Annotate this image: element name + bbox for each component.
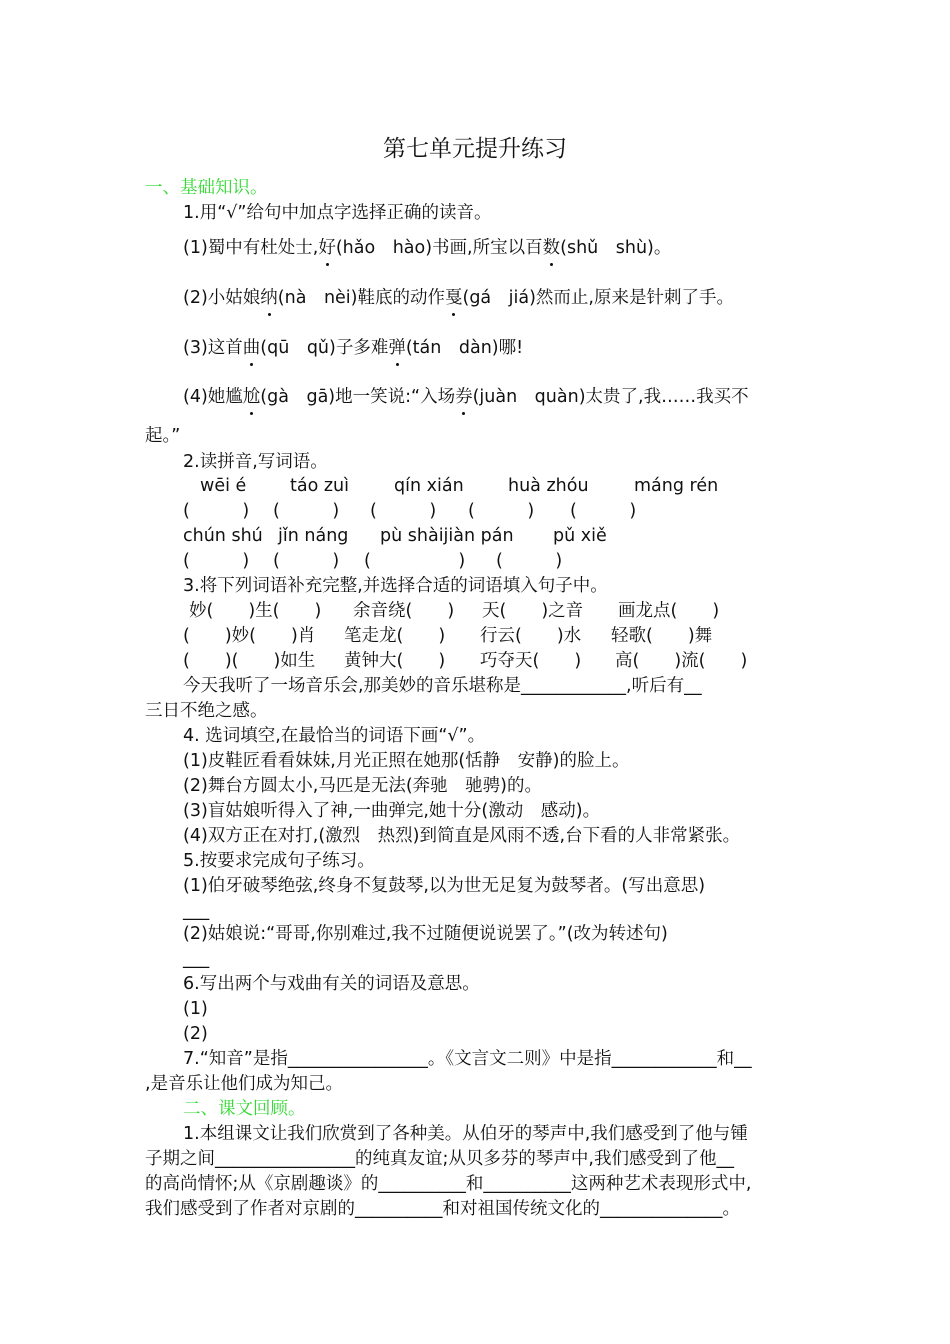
q7-line-1: 7.“知音”是指________________。《文言文二则》中是指____________和__ [183,1049,752,1069]
review-line-3: 的高尚情怀;从《京剧趣谈》的__________和__________这两种艺术表现形式中, [145,1174,752,1194]
dotted-char: 数 [542,238,561,258]
q3-fill-sentence: 今天我听了一场音乐会,那美妙的音乐堪称是____________,听后有__ [183,676,702,696]
section-heading-basics: 一、基础知识。 [145,178,268,198]
idiom-item: ( )( )如生 [183,651,316,671]
pinyin-item: máng rén [634,476,719,496]
q2-stem: 2.读拼音,写词语。 [183,452,328,472]
idiom-item: 巧夺天( ) [480,651,582,671]
dotted-char: 券 [455,387,473,407]
dotted-char: 弹 [388,338,406,358]
q2-pinyin-row-1 [0,474,950,498]
idiom-item: 天( )之音 [482,601,584,621]
dotted-char: 好 [318,238,336,258]
q1-sentence-3: (3)这首曲(qū qǔ)子多难弹(tán dàn)哪! [183,338,524,358]
q1-sentence-4: (4)她尴尬(gà gā)地一笑说:“入场券(juàn quàn)太贵了,我……我买不 [183,387,749,407]
q2-pinyin-row-2 [0,524,950,548]
answer-blank[interactable]: ( ) [468,501,535,521]
review-line-1: 1.本组课文让我们欣赏到了各种美。从伯牙的琴声中,我们感受到了他与锺 [183,1124,748,1144]
dotted-char: 曲 [242,338,261,358]
q5-stem: 5.按要求完成句子练习。 [183,851,375,871]
idiom-item: 轻歌( )舞 [611,626,713,646]
q2-answer-row-1 [0,499,950,523]
q3-idiom-row-3 [0,649,950,673]
dotted-char: 纳 [260,288,278,308]
page-title: 第七单元提升练习 [383,136,567,162]
q1-sentence-2: (2)小姑娘纳(nà nèi)鞋底的动作戛(gá jiá)然而止,原来是针刺了手。 [183,288,734,308]
idiom-item: 画龙点( ) [618,601,720,621]
idiom-item: 笔走龙( ) [344,626,446,646]
q3-stem: 3.将下列词语补充完整,并选择合适的词语填入句子中。 [183,576,608,596]
idiom-item: 高( )流( ) [615,651,748,671]
q1-sentence-4-cont: 起。” [145,426,181,446]
review-line-4: 我们感受到了作者对京剧的__________和对祖国传统文化的______________。 [145,1199,740,1219]
pinyin-item: qín xián [394,476,464,496]
q4-item: (2)舞台方圆太小,马匹是无法(奔驰 驰骋)的。 [183,776,543,796]
review-line-2: 子期之间________________的纯真友谊;从贝多芬的琴声中,我们感受到了他__ [145,1149,734,1169]
q4-item: (1)皮鞋匠看看妹妹,月光正照在她那(恬静 安静)的脸上。 [183,751,630,771]
idiom-item: 余音绕( ) [353,601,455,621]
answer-blank[interactable]: ( ) [183,551,250,571]
answer-blank[interactable]: ( ) [273,551,340,571]
answer-blank[interactable]: ( ) [183,501,250,521]
idiom-item: 妙( )生( ) [189,601,322,621]
idiom-item: ( )妙( )肖 [183,626,316,646]
pinyin-item: jǐn náng [278,526,349,546]
q6-answer-1[interactable]: (1) [183,999,208,1019]
q6-answer-2[interactable]: (2) [183,1024,208,1044]
section-heading-review: 二、课文回顾。 [183,1099,306,1119]
answer-blank[interactable]: ( ) [273,501,340,521]
q5-answer-blank-1[interactable]: ___ [183,901,210,921]
q5-sentence-1: (1)伯牙破琴绝弦,终身不复鼓琴,以为世无足复为鼓琴者。(写出意思) [183,876,706,896]
pinyin-item: wēi é [200,476,247,496]
q5-answer-blank-2[interactable]: ___ [183,949,210,969]
pinyin-item: pǔ xiě [553,526,607,546]
q3-idiom-row-2 [0,624,950,648]
pinyin-item: táo zuì [290,476,349,496]
answer-blank[interactable]: ( ) [570,501,637,521]
q4-item: (3)盲姑娘听得入了神,一曲弹完,她十分(激动 感动)。 [183,801,601,821]
pinyin-item: pù shàijiàn pán [380,526,514,546]
q6-stem: 6.写出两个与戏曲有关的词语及意思。 [183,974,480,994]
dotted-char: 戛 [445,288,463,308]
q3-idiom-row-1 [0,599,950,623]
q3-fill-sentence-cont: 三日不绝之感。 [145,701,268,721]
q4-stem: 4. 选词填空,在最恰当的词语下画“√”。 [183,726,486,746]
idiom-item: 黄钟大( ) [344,651,446,671]
q1-stem: 1.用“√”给句中加点字选择正确的读音。 [183,203,492,223]
q2-answer-row-2 [0,549,950,573]
q7-line-2: ,是音乐让他们成为知己。 [145,1074,344,1094]
answer-blank[interactable]: ( ) [496,551,563,571]
dotted-char: 尬 [242,387,261,407]
idiom-item: 行云( )水 [480,626,582,646]
answer-blank[interactable]: ( ) [364,551,466,571]
pinyin-item: chún shú [183,526,263,546]
q5-sentence-2: (2)姑娘说:“哥哥,你别难过,我不过随便说说罢了。”(改为转述句) [183,924,668,944]
q1-sentence-1: (1)蜀中有杜处士,好(hǎo hào)书画,所宝以百数(shǔ shù)。 [183,238,672,258]
answer-blank[interactable]: ( ) [370,501,437,521]
pinyin-item: huà zhóu [508,476,589,496]
q4-item: (4)双方正在对打,(激烈 热烈)到简直是风雨不透,台下看的人非常紧张。 [183,826,741,846]
